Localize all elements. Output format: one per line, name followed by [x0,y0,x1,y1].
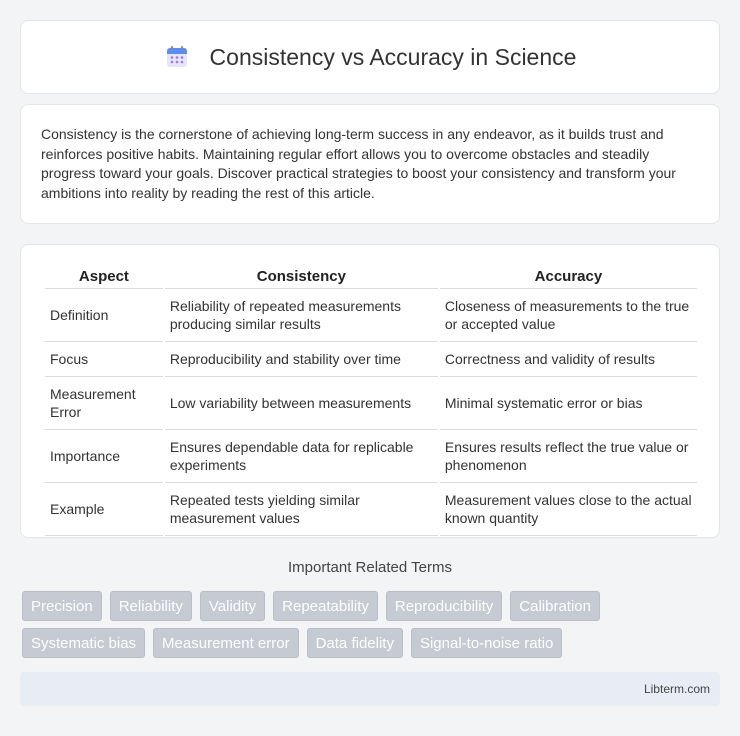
tag-validity[interactable]: Validity [200,591,265,621]
comparison-card [20,244,720,538]
table-row [45,342,697,377]
table-cell: Reproducibility and stability over time [165,342,438,377]
column-header-accuracy: Accuracy [440,265,697,289]
table-cell: Repeated tests yielding similar measurement values [165,483,438,536]
table-header-row [45,265,697,289]
tag-systematic-bias[interactable]: Systematic bias [22,628,145,658]
table-row [45,289,697,342]
tag-measurement-error[interactable]: Measurement error [153,628,299,658]
tag-precision[interactable]: Precision [22,591,102,621]
column-header-consistency: Consistency [165,265,438,289]
table-cell: Ensures dependable data for replicable experiments [165,430,438,483]
table-cell: Definition [45,289,163,342]
tag-calibration[interactable]: Calibration [510,591,600,621]
tag-signal-to-noise-ratio[interactable]: Signal-to-noise ratio [411,628,562,658]
footer-site-link[interactable]: Libterm.com [643,682,710,696]
table-cell: Focus [45,342,163,377]
table-cell: Reliability of repeated measurements producing similar results [165,289,438,342]
calendar-icon [164,44,190,70]
related-terms-list [22,591,722,658]
table-cell: Measurement Error [45,377,163,430]
intro-card [20,104,720,224]
intro-paragraph: Consistency is the cornerstone of achieving long-term success in any endeavor, as it builds trust and reinforces positive habits. Maintaining regular effort allows you to overcome obstacles and steadily progress toward your goals. Discover practical strategies to boost your consistency and transform your ambitions into reality by reading the rest of this article. [41,126,676,201]
table-row [45,377,697,430]
title-card [20,20,720,94]
table-row [45,430,697,483]
related-terms-heading: Important Related Terms [288,559,452,576]
table-cell: Measurement values close to the actual known quantity [440,483,697,536]
tag-reliability[interactable]: Reliability [110,591,192,621]
page-title: Consistency vs Accuracy in Science [209,43,577,70]
table-cell: Example [45,483,163,536]
comparison-table [43,265,699,536]
table-row [45,483,697,536]
table-cell: Correctness and validity of results [440,342,697,377]
table-cell: Minimal systematic error or bias [440,377,697,430]
table-cell: Low variability between measurements [165,377,438,430]
tag-reproducibility[interactable]: Reproducibility [386,591,502,621]
table-cell: Ensures results reflect the true value or phenomenon [440,430,697,483]
table-cell: Importance [45,430,163,483]
tag-data-fidelity[interactable]: Data fidelity [307,628,403,658]
table-cell: Closeness of measurements to the true or accepted value [440,289,697,342]
tag-repeatability[interactable]: Repeatability [273,591,378,621]
footer [20,672,720,706]
column-header-aspect: Aspect [45,265,163,289]
